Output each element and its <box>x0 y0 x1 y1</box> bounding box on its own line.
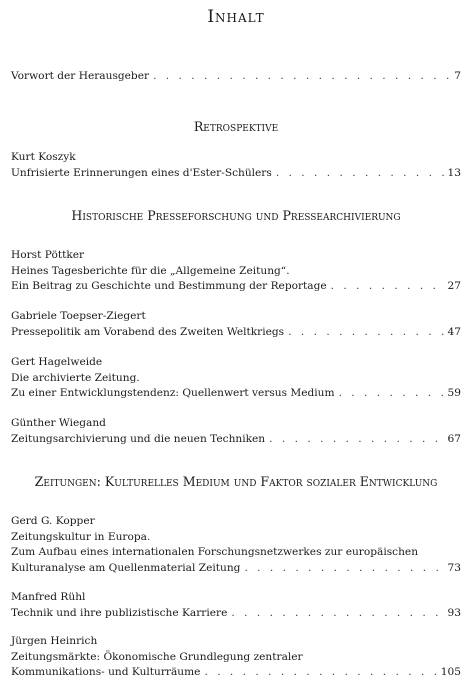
toc-entry-vorwort <box>11 69 461 85</box>
toc-line <box>11 325 461 341</box>
entry-title: Unfrisierte Erinnerungen eines d'Ester-Schülers <box>11 166 272 179</box>
entry-author: Horst Pöttker <box>11 249 85 261</box>
toc-line <box>11 561 461 577</box>
toc-entry <box>11 150 461 181</box>
entry-author: Günther Wiegand <box>11 417 106 429</box>
toc-line <box>11 386 461 402</box>
leader-dots <box>288 325 443 341</box>
leader-dots <box>331 279 444 295</box>
entry-title-line: Heines Tagesberichte für die „Allgemeine Zeitung“. <box>11 264 290 277</box>
page-number: 59 <box>447 387 461 399</box>
entry-title: Kulturanalyse am Quellenmaterial Zeitung <box>11 561 241 574</box>
toc-entry <box>11 590 461 621</box>
section-heading-retrospektive: Retrospektive <box>193 119 279 134</box>
entry-author: Gert Hagelweide <box>11 356 103 368</box>
leader-dots <box>276 166 444 182</box>
page-number: 13 <box>447 166 461 179</box>
entry-title: Vorwort der Herausgeber <box>11 70 150 82</box>
entry-author: Manfred Rühl <box>11 591 86 603</box>
page-number: 93 <box>447 606 461 619</box>
entry-title: Zeitungsarchivierung und die neuen Techniken <box>11 432 266 445</box>
entry-title: Ein Beitrag zu Geschichte und Bestimmung der Reportage <box>11 280 327 292</box>
entry-title-line: Die archivierte Zeitung. <box>11 371 140 384</box>
page-number: 7 <box>454 70 461 82</box>
toc-line <box>11 665 461 681</box>
toc-entry <box>11 248 461 295</box>
toc-line <box>11 166 461 182</box>
toc-entry <box>11 514 461 576</box>
leader-dots <box>204 665 436 681</box>
toc-line <box>11 606 461 622</box>
toc-entry <box>11 309 461 340</box>
leader-dots <box>244 561 443 577</box>
toc-entry <box>11 355 461 402</box>
toc-entry <box>11 634 461 681</box>
toc-line <box>11 432 461 448</box>
entry-title-line: Zum Aufbau eines internationalen Forschungsnetzwerkes zur europäischen <box>11 546 419 558</box>
leader-dots <box>269 432 443 448</box>
entry-title: Technik und ihre publizistische Karriere <box>11 606 228 619</box>
entry-author: Kurt Koszyk <box>11 151 76 163</box>
page-number: 67 <box>447 432 461 445</box>
toc-line <box>11 279 461 295</box>
page-number: 47 <box>447 325 461 338</box>
leader-dots <box>231 606 443 622</box>
page-number: 27 <box>447 280 461 292</box>
entry-title: Kommunikations- und Kulturräume <box>11 666 201 678</box>
page-title: Inhalt <box>207 7 265 27</box>
page-number: 105 <box>440 666 461 678</box>
entry-title: Pressepolitik am Vorabend des Zweiten Weltkriegs <box>11 325 285 338</box>
entry-author: Gerd G. Kopper <box>11 515 95 527</box>
entry-title-line: Zeitungskultur in Europa. <box>11 530 151 543</box>
page-number: 73 <box>447 561 461 574</box>
entry-title-line: Zeitungsmärkte: Ökonomische Grundlegung zentraler <box>11 650 303 663</box>
section-heading-zeitungen: Zeitungen: Kulturelles Medium und Faktor sozialer Entwicklung <box>34 474 438 489</box>
leader-dots <box>153 69 450 85</box>
toc-entry <box>11 416 461 447</box>
toc-line <box>11 69 461 85</box>
entry-title: Zu einer Entwicklungstendenz: Quellenwert versus Medium <box>11 387 335 399</box>
entry-author: Jürgen Heinrich <box>11 635 98 647</box>
leader-dots <box>339 386 444 402</box>
section-heading-presseforschung: Historische Presseforschung und Pressearchivierung <box>71 208 401 223</box>
entry-author: Gabriele Toepser-Ziegert <box>11 310 146 322</box>
